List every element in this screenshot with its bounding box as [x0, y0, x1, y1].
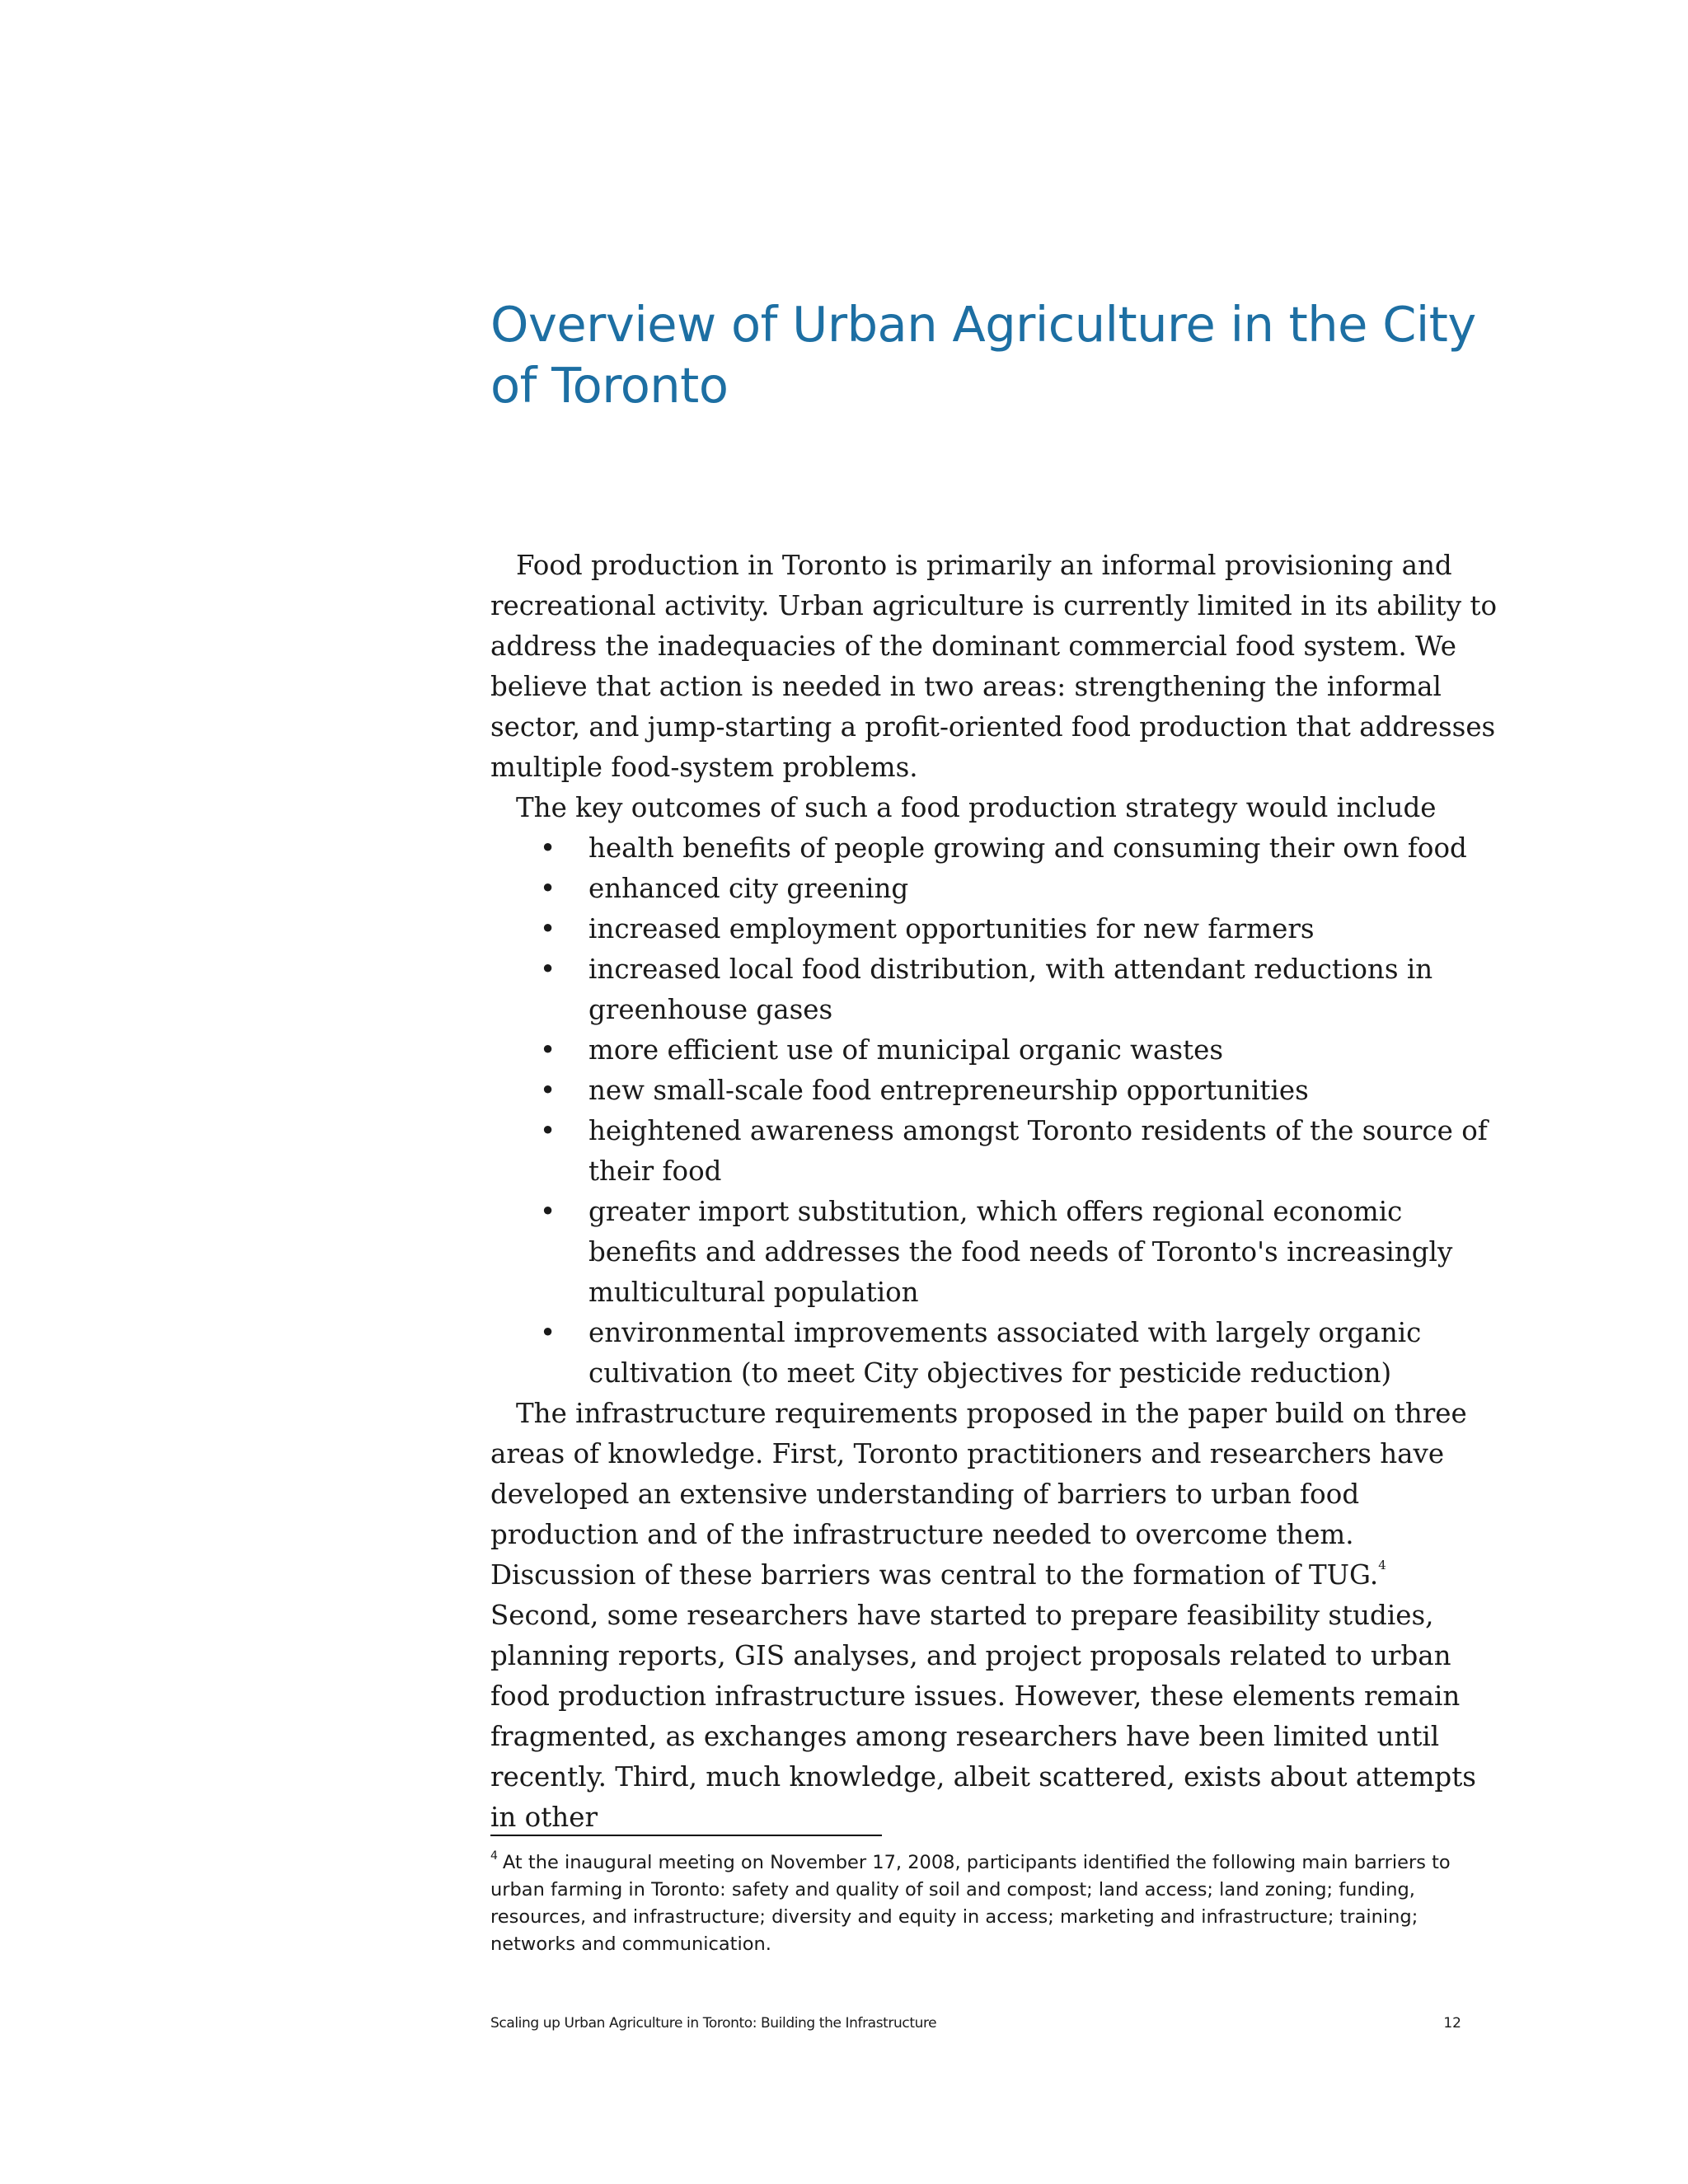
bullet-icon: •: [540, 913, 556, 944]
main-body: [490, 546, 1500, 1838]
list-item-text: increased employment opportunities for new farmers: [588, 913, 1315, 944]
page-number: 12: [1443, 2015, 1461, 2032]
list-item: [490, 1111, 1500, 1192]
outcomes-lead-paragraph: The key outcomes of such a food production strategy would include: [516, 792, 1437, 823]
list-item: [490, 828, 1500, 869]
outcomes-list: [490, 828, 1500, 1394]
list-item: [490, 1071, 1500, 1111]
bullet-icon: •: [540, 832, 556, 864]
bullet-icon: •: [540, 954, 556, 985]
list-item-text: enhanced city greening: [588, 873, 909, 904]
list-item-text: greater import substitution, which offers regional economic benefits and addresses the food needs of Toronto's increasingly multicultural population: [588, 1196, 1453, 1308]
list-item: [490, 1030, 1500, 1071]
footnote-number: 4: [490, 1849, 498, 1863]
list-item-text: increased local food distribution, with attendant reductions in greenhouse gases: [588, 954, 1433, 1025]
bullet-icon: •: [540, 873, 556, 904]
infrastructure-paragraph-continuation: Second, some researchers have started to prepare feasibility studies, planning reports, GIS analyses, and project proposals related to urban food production infrastructure issues. However, these elements remain fragmented, as exchanges among researchers have been limited until recently. Third, much knowledge, albeit scattered, exists about attempts in other: [490, 1600, 1476, 1833]
list-item-text: heightened awareness amongst Toronto residents of the source of their food: [588, 1115, 1488, 1187]
bullet-icon: •: [540, 1034, 556, 1066]
infrastructure-paragraph-text: The infrastructure requirements proposed in the paper build on three areas of knowledge. First, Toronto practitioners and researchers have developed an extensive understanding of barriers to urban food production and of the infrastructure needed to overcome them. Discussion of these barriers was central to the formation of TUG.: [490, 1398, 1467, 1591]
list-item-text: new small-scale food entrepreneurship opportunities: [588, 1075, 1309, 1106]
footnote-reference[interactable]: 4: [1378, 1558, 1386, 1573]
bullet-icon: •: [540, 1196, 556, 1227]
infrastructure-paragraph: [490, 1394, 1500, 1838]
footnote-text: At the inaugural meeting on November 17, 2008, participants identified the following main barriers to urban farming in Toronto: safety and quality of soil and compost; land access; land zoning; funding, resources, and infrastructure; diversity and equity in access; marketing and infrastructure; training; networks and communication.: [490, 1852, 1451, 1955]
bullet-icon: •: [540, 1115, 556, 1146]
page-title: Overview of Urban Agriculture in the City of Toronto: [490, 296, 1476, 414]
list-item-text: environmental improvements associated with largely organic cultivation (to meet City objectives for pesticide reduction): [588, 1317, 1422, 1389]
footnote-divider: [490, 1835, 882, 1836]
bullet-icon: •: [540, 1075, 556, 1106]
list-item-text: health benefits of people growing and consuming their own food: [588, 832, 1467, 864]
bullet-icon: •: [540, 1317, 556, 1348]
list-item: [490, 1192, 1500, 1313]
intro-paragraph: Food production in Toronto is primarily an informal provisioning and recreational activity. Urban agriculture is currently limited in its ability to address the inadequacies of the dominant commercial food system. We believe that action is needed in two areas: strengthening the informal sector, and jump-starting a profit-oriented food production that addresses multiple food-system problems.: [490, 550, 1498, 783]
footnote: [490, 1849, 1463, 1958]
list-item: [490, 909, 1500, 949]
list-item: [490, 1313, 1500, 1394]
footer-document-title: Scaling up Urban Agriculture in Toronto: Building the Infrastructure: [490, 2015, 937, 2032]
list-item-text: more efficient use of municipal organic wastes: [588, 1034, 1224, 1066]
list-item: [490, 869, 1500, 909]
list-item: [490, 949, 1500, 1030]
